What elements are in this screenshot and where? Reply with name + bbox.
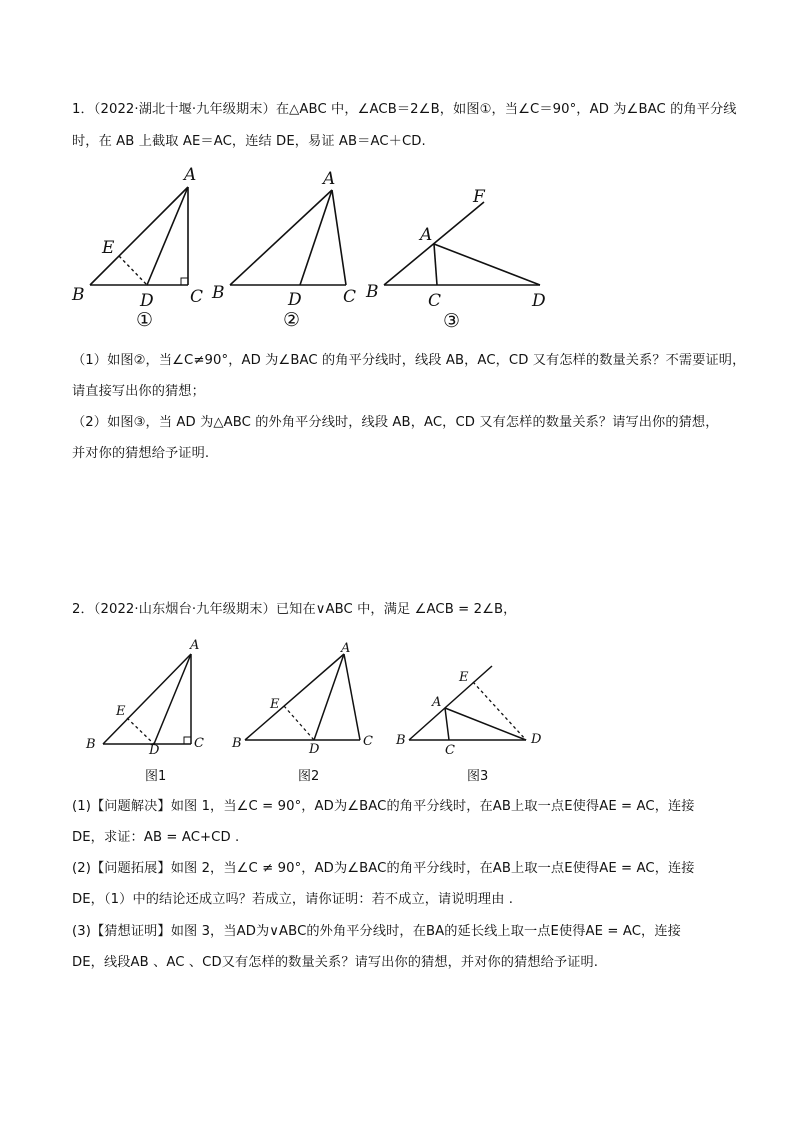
- p2-fig3-label-E: E: [459, 670, 469, 685]
- fig3-label-F: F: [473, 187, 485, 207]
- p1-q1-line1: （1）如图②，当∠C≠90°，AD 为∠BAC 的角平分线时，线段 AB，AC，CD 又有怎样的数量关系？不需要证明，: [72, 353, 746, 368]
- fig2-caption: ②: [283, 309, 301, 331]
- p2-fig2-label-B: B: [232, 736, 242, 751]
- p2-fig1-label-E: E: [116, 704, 126, 719]
- fig3-label-D: D: [532, 291, 546, 311]
- p2-fig1-label-C: C: [194, 736, 204, 751]
- fig2-label-D: D: [288, 290, 302, 310]
- p2-intro: 2．（2022·山东烟台·九年级期末）已知在∨ABC 中，满足 ∠ACB = 2∠B，: [72, 602, 517, 617]
- fig3-label-B: B: [366, 282, 379, 302]
- p2-fig3-label-B: B: [396, 733, 406, 748]
- p2-fig2-label-D: D: [309, 742, 320, 757]
- p2-fig1-caption: 图1: [145, 769, 167, 784]
- p2-fig1-label-A: A: [190, 638, 200, 653]
- fig2-label-C: C: [343, 287, 357, 307]
- p1-line2: 时，在 AB 上截取 AE＝AC，连结 DE，易证 AB＝AC＋CD.: [72, 134, 426, 149]
- p2-fig2-label-A: A: [341, 641, 351, 656]
- p1-line1: 1．（2022·湖北十堰·九年级期末）在△ABC 中，∠ACB＝2∠B，如图①，当∠C＝90°，AD 为∠BAC 的角平分线: [72, 102, 737, 117]
- p2-fig2-label-E: E: [270, 697, 280, 712]
- p2-fig2-caption: 图2: [298, 769, 320, 784]
- p2-fig3-label-D: D: [531, 732, 542, 747]
- fig1-label-B: B: [72, 285, 85, 305]
- fig3-caption: ③: [443, 310, 461, 332]
- p2-part3-line2: DE，线段AB 、AC 、CD又有怎样的数量关系？请写出你的猜想，并对你的猜想给予证明.: [72, 955, 599, 970]
- p2-fig1-label-D: D: [149, 743, 160, 758]
- p2-fig3-label-A: A: [432, 695, 442, 710]
- p2-fig1-label-B: B: [86, 737, 96, 752]
- p2-fig3-caption: 图3: [467, 769, 489, 784]
- p2-part1-line2: DE，求证：AB = AC+CD .: [72, 830, 240, 845]
- fig1-label-E: E: [102, 238, 115, 258]
- fig1-caption: ①: [136, 309, 154, 331]
- fig2-label-B: B: [212, 283, 225, 303]
- p2-fig2-label-C: C: [363, 734, 373, 749]
- fig1-label-A: A: [184, 165, 197, 185]
- p1-q2-line2: 并对你的猜想给予证明.: [72, 446, 210, 461]
- fig2-label-A: A: [323, 169, 336, 189]
- fig3-label-C: C: [428, 291, 442, 311]
- fig1-label-C: C: [190, 287, 204, 307]
- p2-part3-line1: (3)【猜想证明】如图 3，当AD为∨ABC的外角平分线时，在BA的延长线上取一点E使得AE = AC，连接: [72, 924, 681, 939]
- p1-q1-line2: 请直接写出你的猜想；: [72, 384, 205, 399]
- p1-q2-line1: （2）如图③，当 AD 为△ABC 的外角平分线时，线段 AB，AC，CD 又有怎样的数量关系？请写出你的猜想，: [72, 415, 719, 430]
- fig3-label-A: A: [420, 225, 433, 245]
- p2-fig3-label-C: C: [445, 743, 455, 758]
- p2-part1-line1: (1)【问题解决】如图 1，当∠C = 90°，AD为∠BAC的角平分线时，在AB上取一点E使得AE = AC，连接: [72, 799, 695, 814]
- fig1-label-D: D: [140, 291, 154, 311]
- p2-part2-line1: (2)【问题拓展】如图 2，当∠C ≠ 90°，AD为∠BAC的角平分线时，在AB上取一点E使得AE = AC，连接: [72, 861, 695, 876]
- p2-figures: [80, 630, 560, 760]
- p2-part2-line2: DE，（1）中的结论还成立吗？若成立，请你证明：若不成立，请说明理由 .: [72, 892, 514, 907]
